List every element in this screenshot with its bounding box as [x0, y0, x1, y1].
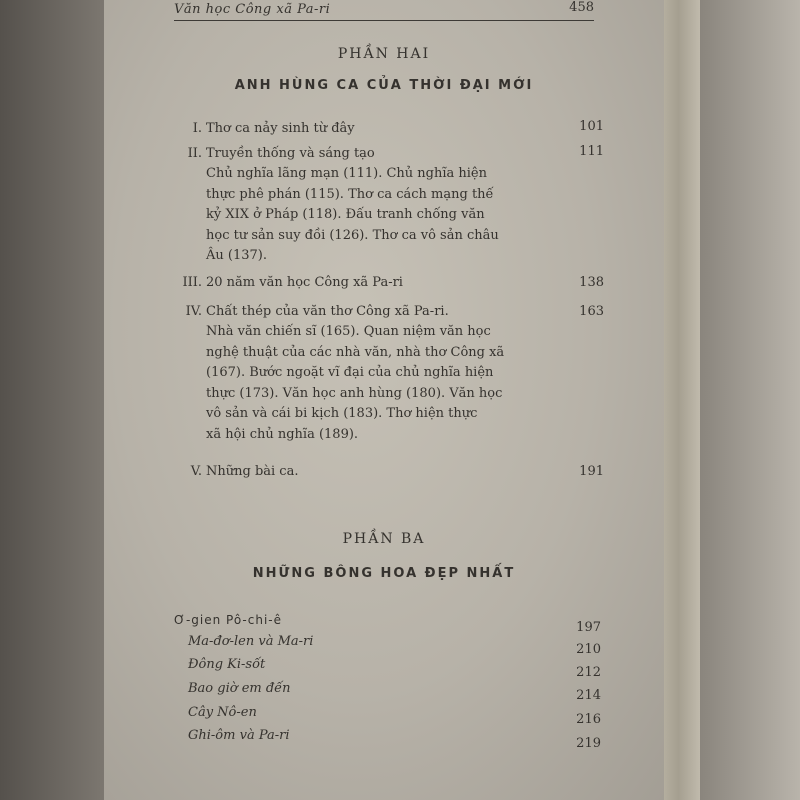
chapter-number: I. [192, 121, 202, 136]
work-title: Bao giờ em đến [188, 681, 291, 696]
backdrop-left [0, 0, 104, 800]
page-edge [664, 0, 700, 800]
chapter-number: III. [182, 275, 202, 290]
chapter-title: 20 năm văn học Công xã Pa-ri [206, 275, 403, 290]
description-line: thực phê phán (115). Thơ ca cách mạng thế [206, 186, 494, 202]
work-page: 210 [576, 642, 601, 657]
work-page: 214 [576, 688, 601, 703]
chapter-title: Những bài ca. [206, 464, 299, 479]
part-three-title: NHỮNG BÔNG HOA ĐẸP NHẤT [252, 566, 516, 581]
part-three-label: PHẦN BA [342, 531, 426, 547]
chapter-title: Thơ ca nảy sinh từ đây [206, 121, 355, 136]
description-line: vô sản và cái bi kịch (183). Thơ hiện thực [206, 406, 478, 421]
chapter-number: V. [190, 464, 202, 479]
work-title: Ghi-ôm và Pa-ri [188, 728, 290, 743]
chapter-number: IV. [185, 304, 202, 319]
chapter-description [206, 322, 544, 445]
part-two-title: ANH HÙNG CA CỦA THỜI ĐẠI MỚI [234, 78, 534, 93]
chapter-page: 163 [579, 304, 604, 319]
header-page-number: 458 [569, 0, 594, 15]
chapter-page: 111 [579, 144, 604, 159]
header-title: Văn học Công xã Pa-ri [174, 2, 331, 17]
book-page [104, 0, 664, 800]
chapter-description [206, 164, 544, 267]
work-page: 212 [576, 665, 601, 680]
work-title: Đông Ki-sốt [188, 657, 266, 672]
chapter-title: Truyền thống và sáng tạo [206, 146, 375, 161]
description-line: nghệ thuật của các nhà văn, nhà thơ Công xã [206, 344, 505, 360]
chapter-number: II. [187, 146, 202, 161]
chapter-page: 138 [579, 275, 604, 290]
chapter-page: 101 [579, 119, 604, 134]
work-title: Ma-đơ-len và Ma-ri [188, 634, 314, 649]
description-line: (167). Bước ngoặt vĩ đại của chủ nghĩa hiện [206, 365, 494, 380]
description-line: học tư sản suy đồi (126). Thơ ca vô sản châu [206, 227, 499, 243]
author-name: Ơ-gien Pô-chi-ê [174, 613, 282, 627]
description-line: kỷ XIX ở Pháp (118). Đấu tranh chống văn [206, 207, 485, 222]
part-two-label: PHẦN HAI [337, 46, 431, 62]
description-line: Nhà văn chiến sĩ (165). Quan niệm văn học [206, 324, 491, 339]
author-page: 197 [576, 620, 601, 635]
chapter-page: 191 [579, 464, 604, 479]
description-line: Chủ nghĩa lãng mạn (111). Chủ nghĩa hiện [206, 166, 487, 181]
running-header [174, 0, 594, 21]
work-page: 219 [576, 736, 601, 751]
description-line: Âu (137). [206, 248, 267, 263]
work-title: Cây Nô-en [188, 705, 257, 720]
work-page: 216 [576, 712, 601, 727]
chapter-title: Chất thép của văn thơ Công xã Pa-ri. [206, 304, 449, 319]
backdrop-right [700, 0, 800, 800]
description-line: thực (173). Văn học anh hùng (180). Văn học [206, 385, 503, 401]
description-line: xã hội chủ nghĩa (189). [206, 426, 359, 442]
